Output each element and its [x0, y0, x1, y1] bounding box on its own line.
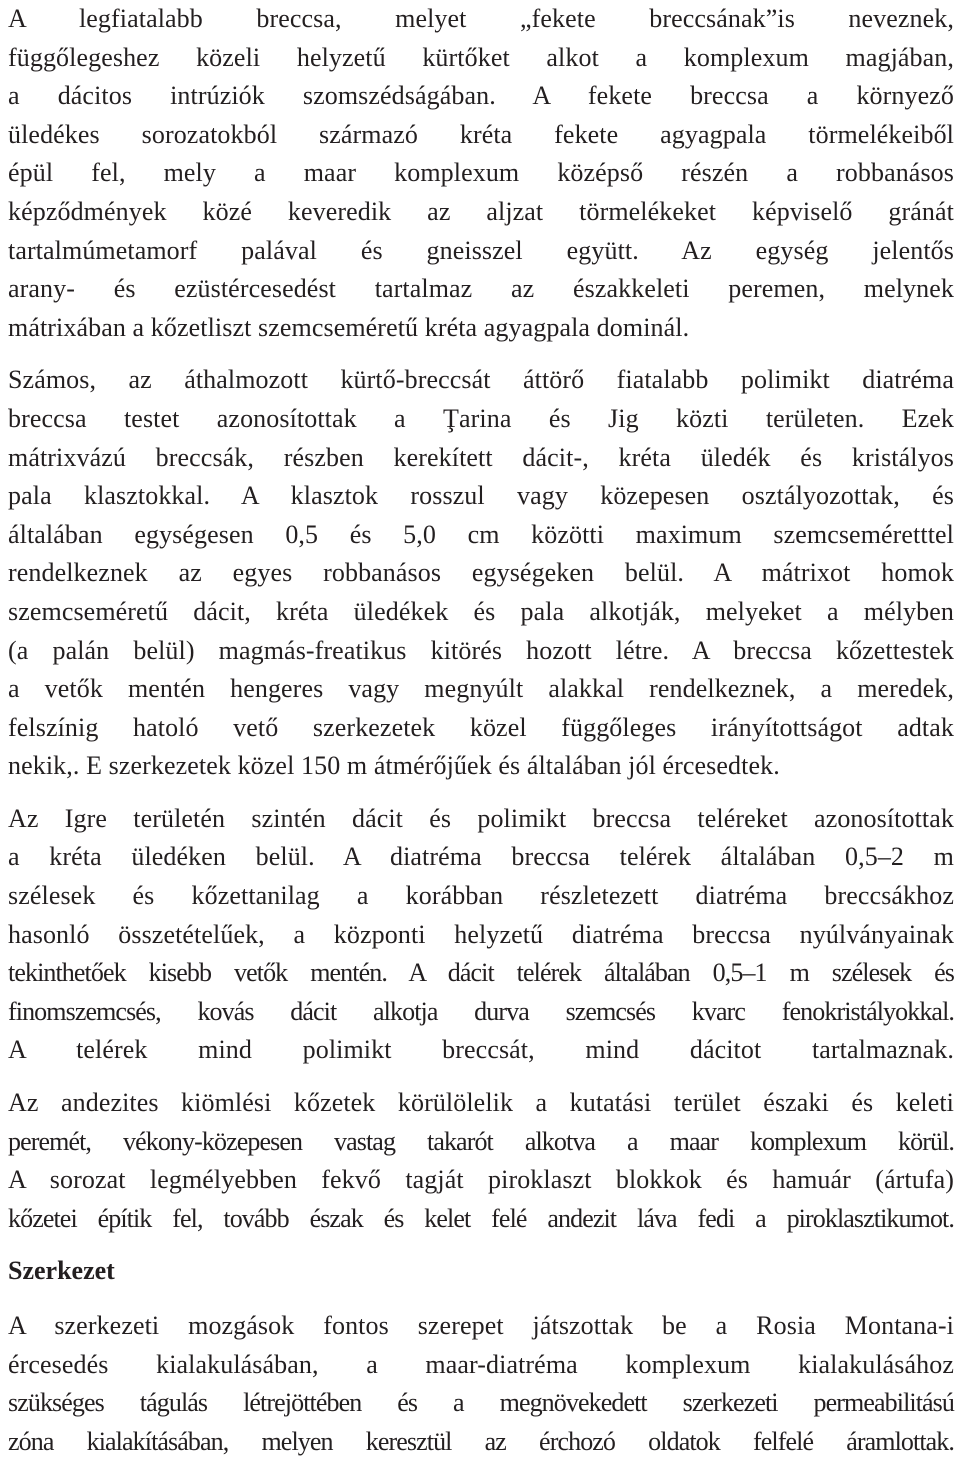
text-line: mátrixvázú breccsák, részben kerekített dácit-, kréta üledék és kristályos [8, 442, 954, 472]
paragraph-black-breccia [8, 0, 954, 347]
section-heading: Szerkezet [8, 1256, 115, 1286]
text-line: a kréta üledéken belül. A diatréma breccsa telérek általában 0,5–2 m [8, 842, 954, 872]
text-line: a vetők mentén hengeres vagy megnyúlt alakkal rendelkeznek, a meredek, [8, 674, 954, 704]
text-line: A legfiatalabb breccsa, melyet „fekete breccsának”is neveznek, [8, 4, 954, 33]
text-line: kőzetei építik fel, tovább észak és kelet felé andezit láva fedi a piroklasztikumot. [8, 1203, 954, 1233]
paragraph-structure [8, 1307, 954, 1461]
text-line: mátrixában a kőzetliszt szemcseméretű kréta agyagpala dominál. [8, 312, 690, 342]
text-line: ércesedés kialakulásában, a maar-diatréma komplexum kialakulásához [8, 1349, 954, 1379]
text-line: Az Igre területén szintén dácit és polimikt breccsa teléreket azonosítottak [8, 803, 954, 833]
text-line: A sorozat legmélyebben fekvő tagját piroklaszt blokkok és hamuár (ártufa) [8, 1165, 954, 1195]
text-line: rendelkeznek az egyes robbanásos egységeken belül. A mátrixot homok [8, 558, 954, 588]
paragraph-igre-dikes [8, 800, 954, 1070]
paragraph-andesite [8, 1084, 954, 1238]
text-line: Az andezites kiömlési kőzetek körülölelik a kutatási terület északi és keleti [8, 1088, 954, 1118]
text-line: általában egységesen 0,5 és 5,0 cm közötti maximum szemcseméretttel [8, 519, 954, 549]
text-line: arany- és ezüstércesedést tartalmaz az északkeleti peremen, melynek [8, 274, 954, 304]
text-line: tekinthetőek kisebb vetők mentén. A dácit telérek általában 0,5–1 m szélesek és [8, 958, 954, 988]
text-line: Számos, az áthalmozott kürtő-breccsát áttörő fiatalabb polimikt diatréma [8, 365, 954, 395]
text-line: A szerkezeti mozgások fontos szerepet játszottak be a Rosia Montana-i [8, 1311, 954, 1340]
text-line: nekik,. E szerkezetek közel 150 m átmérőjűek és általában jól ércesedtek. [8, 751, 780, 781]
text-line: épül fel, mely a maar komplexum középső részén a robbanásos [8, 158, 954, 188]
text-line: peremét, vékony-közepesen vastag takarót alkotva a maar komplexum körül. [8, 1126, 954, 1156]
text-line: zóna kialakításában, melyen keresztül az érchozó oldatok felfelé áramlottak. [8, 1426, 954, 1456]
text-line: szélesek és kőzettanilag a korábban részletezett diatréma breccsákhoz [8, 881, 954, 911]
text-line: A telérek mind polimikt breccsát, mind dácitot tartalmaznak. [8, 1035, 954, 1065]
text-line: a dácitos intrúziók szomszédságában. A fekete breccsa a környező [8, 81, 954, 111]
text-line: üledékes sorozatokból származó kréta fekete agyagpala törmelékeiből [8, 119, 954, 149]
text-line: szükséges tágulás létrejöttében és a megnövekedett szerkezeti permeabilitású [8, 1388, 954, 1418]
text-line: tartalmúmetamorf palával és gneisszel együtt. Az egység jelentős [8, 235, 954, 265]
text-line: felszínig hatoló vető szerkezetek közel függőleges irányítottságot adtak [8, 712, 954, 742]
text-line: hasonló összetételűek, a központi helyzetű diatréma breccsa nyúlványainak [8, 919, 954, 949]
text-line: breccsa testet azonosítottak a Ţarina és Jig közti területen. Ezek [8, 403, 954, 433]
text-line: képződmények közé keveredik az aljzat törmelékeket képviselő gránát [8, 196, 954, 226]
text-line: (a palán belül) magmás-freatikus kitörés hozott létre. A breccsa kőzettestek [8, 635, 954, 665]
paragraph-polymict-diatreme [8, 361, 954, 786]
text-line: pala klasztokkal. A klasztok rosszul vagy közepesen osztályozottak, és [8, 481, 954, 511]
text-line: szemcseméretű dácit, kréta üledékek és pala alkotják, melyeket a mélyben [8, 596, 954, 626]
text-line: finomszemcsés, kovás dácit alkotja durva szemcsés kvarc fenokristályokkal. [8, 996, 954, 1026]
document-page [8, 0, 954, 1461]
text-line: függőlegeshez közeli helyzetű kürtőket alkot a komplexum magjában, [8, 42, 954, 72]
